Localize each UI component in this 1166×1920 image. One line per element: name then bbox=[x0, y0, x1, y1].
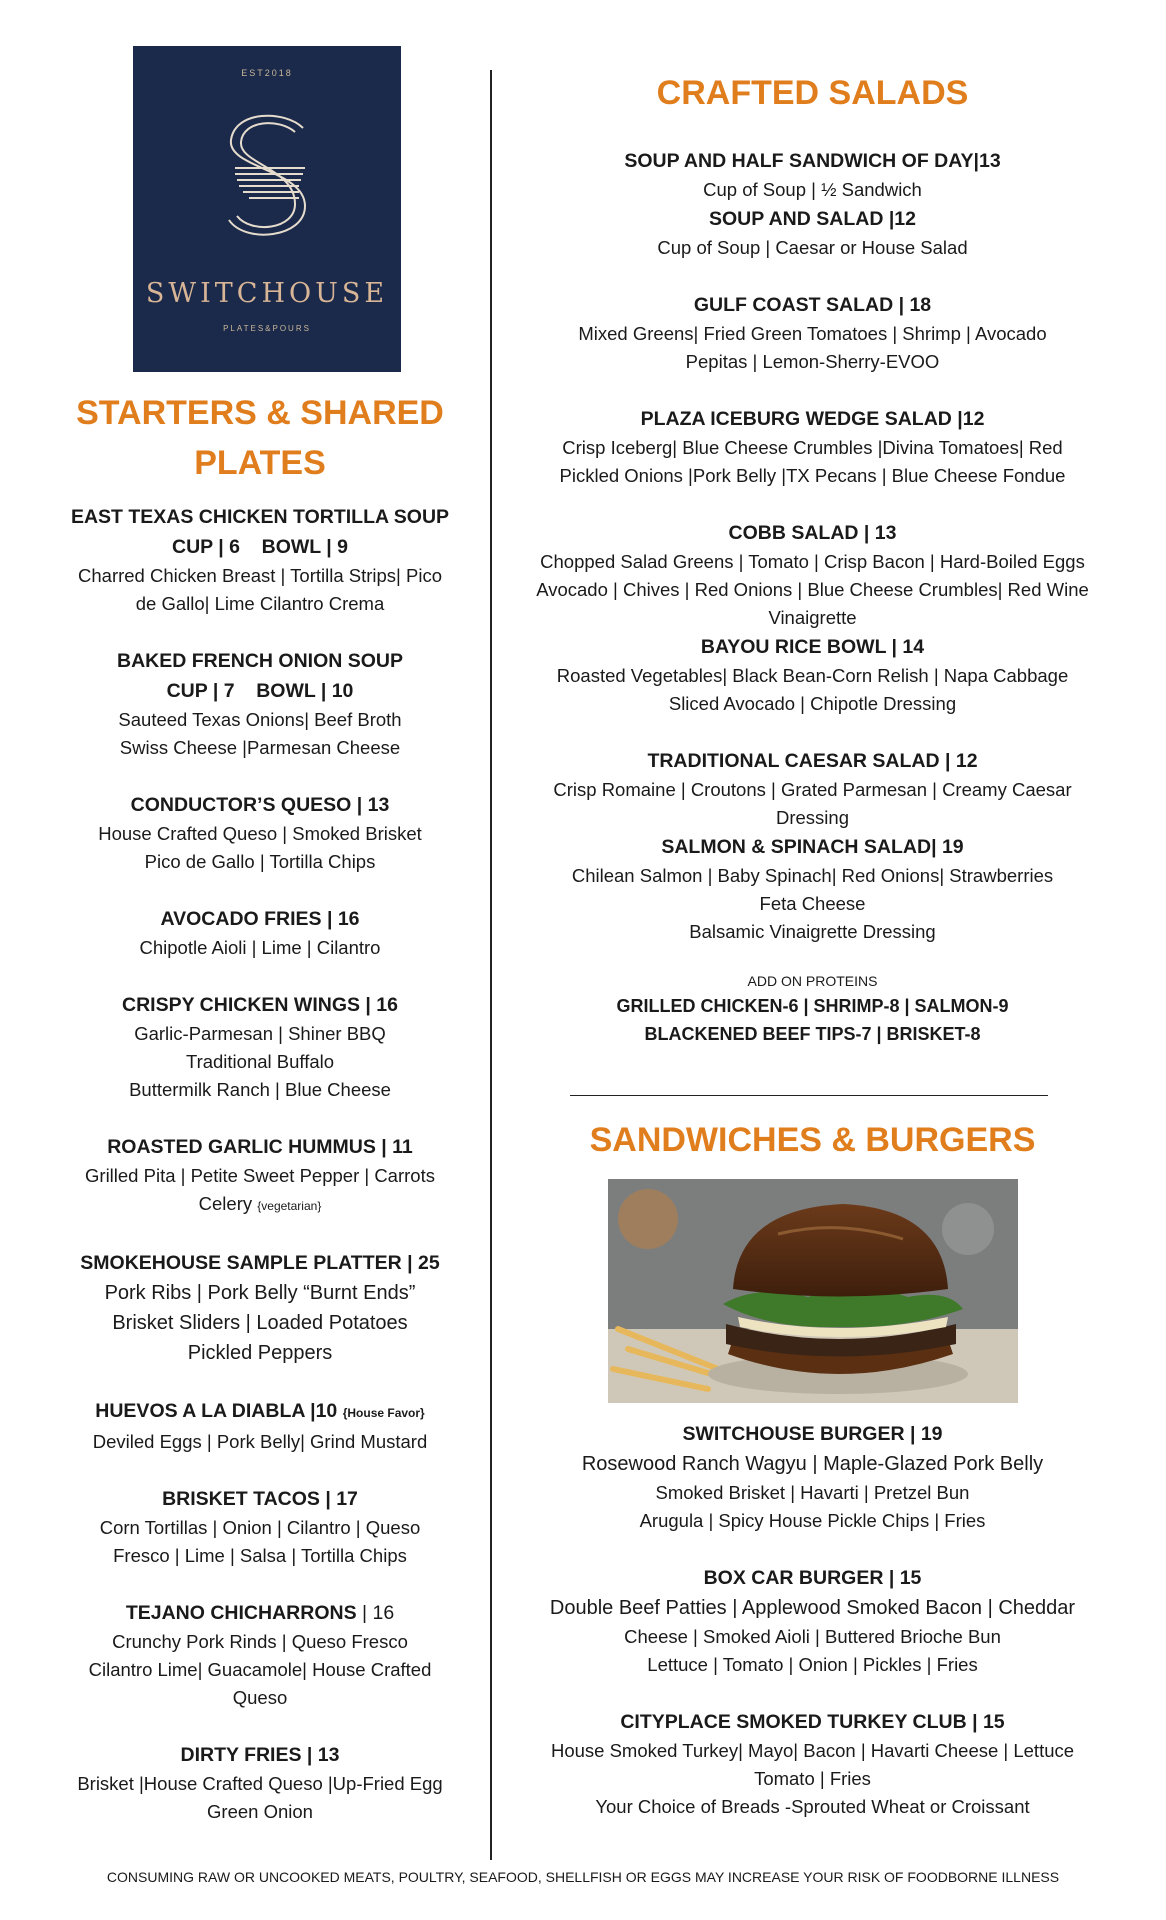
menu-item: CITYPLACE SMOKED TURKEY CLUB | 15 House Smoked Turkey| Mayo| Bacon | Havarti Cheese | Lettuce Tomato | Fries Your Choice of Breads -Sprouted Wheat or Croissant bbox=[520, 1707, 1105, 1821]
item-name: BRISKET TACOS | 17 bbox=[162, 1488, 358, 1510]
menu-item: HUEVOS A LA DIABLA |10 {House Favor} Deviled Eggs | Pork Belly| Grind Mustard bbox=[55, 1396, 465, 1456]
item-name: SOUP AND HALF SANDWICH OF DAY|13 bbox=[624, 150, 1001, 172]
item-name: BAKED FRENCH ONION SOUP bbox=[116, 650, 404, 672]
menu-item: ROASTED GARLIC HUMMUS | 11 Grilled Pita | Petite Sweet Pepper | Carrots Celery {vegetarian} bbox=[55, 1132, 465, 1220]
item-name: CONDUCTOR’S QUESO | 13 bbox=[130, 794, 390, 816]
logo-brand: SWITCHOUSE bbox=[145, 278, 389, 309]
salads-title: CRAFTED SALADS bbox=[656, 74, 969, 112]
menu-item: SWITCHOUSE BURGER | 19 Rosewood Ranch Wagyu | Maple-Glazed Pork Belly Smoked Brisket | Havarti | Pretzel Bun Arugula | Spicy House Pickle Chips | Fries bbox=[520, 1419, 1105, 1535]
salads-column bbox=[520, 68, 1105, 1048]
menu-item: DIRTY FRIES | 13 Brisket |House Crafted Queso |Up-Fried Egg Green Onion bbox=[55, 1740, 465, 1826]
column-divider bbox=[490, 70, 492, 1860]
menu-item: CRISPY CHICKEN WINGS | 16 Garlic-Parmesan | Shiner BBQ Traditional Buffalo Buttermilk Ranch | Blue Cheese bbox=[55, 990, 465, 1104]
item-name: EAST TEXAS CHICKEN TORTILLA SOUP bbox=[70, 506, 450, 528]
menu-item: BAKED FRENCH ONION SOUP CUP | 7 BOWL | 10 Sauteed Texas Onions| Beef Broth Swiss Cheese |Parmesan Cheese bbox=[55, 646, 465, 762]
s-monogram-icon bbox=[215, 108, 319, 246]
sandwiches-title: SANDWICHES & BURGERS bbox=[589, 1121, 1036, 1159]
item-name: SALMON & SPINACH SALAD| 19 bbox=[661, 836, 964, 858]
menu-item: SMOKEHOUSE SAMPLE PLATTER | 25 Pork Ribs | Pork Belly “Burnt Ends” Brisket Sliders | Loaded Potatoes Pickled Peppers bbox=[55, 1248, 465, 1368]
starters-column bbox=[55, 388, 465, 1826]
item-name: COBB SALAD | 13 bbox=[728, 522, 897, 544]
proteins-label: ADD ON PROTEINS bbox=[747, 973, 878, 989]
item-name: SWITCHOUSE BURGER | 19 bbox=[682, 1423, 943, 1445]
item-name: CRISPY CHICKEN WINGS | 16 bbox=[122, 994, 398, 1016]
item-name: ROASTED GARLIC HUMMUS | 11 bbox=[107, 1136, 413, 1158]
item-name: SOUP AND SALAD |12 bbox=[709, 208, 916, 230]
menu-item: SALMON & SPINACH SALAD| 19 Chilean Salmon | Baby Spinach| Red Onions| Strawberries Feta Cheese Balsamic Vinaigrette Dressing bbox=[520, 832, 1105, 946]
vegetarian-note: {vegetarian} bbox=[257, 1199, 322, 1213]
menu-item: EAST TEXAS CHICKEN TORTILLA SOUP CUP | 6 BOWL | 9 Charred Chicken Breast | Tortilla Strips| Pico de Gallo| Lime Cilantro Crema bbox=[55, 502, 465, 618]
menu-item: GULF COAST SALAD | 18 Mixed Greens| Fried Green Tomatoes | Shrimp | Avocado Pepitas | Lemon-Sherry-EVOO bbox=[520, 290, 1105, 376]
food-safety-disclaimer: CONSUMING RAW OR UNCOOKED MEATS, POULTRY, SEAFOOD, SHELLFISH OR EGGS MAY INCREASE YOUR RISK OF FOODBORNE ILLNESS bbox=[106, 1869, 1060, 1885]
menu-item: BRISKET TACOS | 17 Corn Tortillas | Onion | Cilantro | Queso Fresco | Lime | Salsa | Tortilla Chips bbox=[55, 1484, 465, 1570]
menu-item: TEJANO CHICHARRONS | 16 Crunchy Pork Rinds | Queso Fresco Cilantro Lime| Guacamole| House Crafted Queso bbox=[55, 1598, 465, 1712]
item-name: DIRTY FRIES | 13 bbox=[180, 1744, 340, 1766]
item-name: TEJANO CHICHARRONS | 16 bbox=[125, 1602, 395, 1624]
menu-item: TRADITIONAL CAESAR SALAD | 12 Crisp Romaine | Croutons | Grated Parmesan | Creamy Caesar Dressing bbox=[520, 746, 1105, 832]
item-name: AVOCADO FRIES | 16 bbox=[160, 908, 360, 930]
item-name: CITYPLACE SMOKED TURKEY CLUB | 15 bbox=[620, 1711, 1005, 1733]
item-name: BOX CAR BURGER | 15 bbox=[703, 1567, 922, 1589]
item-name: BAYOU RICE BOWL | 14 bbox=[700, 636, 925, 658]
add-on-proteins: ADD ON PROTEINS GRILLED CHICKEN-6 | SHRIMP-8 | SALMON-9 BLACKENED BEEF TIPS-7 | BRISKET-8 bbox=[520, 970, 1105, 1048]
logo-subtitle: PLATES&POURS bbox=[223, 324, 311, 333]
sandwiches-column bbox=[520, 1115, 1105, 1821]
menu-item: AVOCADO FRIES | 16 Chipotle Aioli | Lime | Cilantro bbox=[55, 904, 465, 962]
menu-item: PLAZA ICEBURG WEDGE SALAD |12 Crisp Iceberg| Blue Cheese Crumbles |Divina Tomatoes| Red Pickled Onions |Pork Belly |TX Pecans | Blue Cheese Fondue bbox=[520, 404, 1105, 490]
switchouse-logo bbox=[133, 46, 401, 372]
menu-item: BAYOU RICE BOWL | 14 Roasted Vegetables| Black Bean-Corn Relish | Napa Cabbage Sliced Avocado | Chipotle Dressing bbox=[520, 632, 1105, 718]
item-name: GULF COAST SALAD | 18 bbox=[693, 294, 932, 316]
starters-title: STARTERS & SHARED PLATES bbox=[76, 394, 444, 482]
item-name: TRADITIONAL CAESAR SALAD | 12 bbox=[647, 750, 978, 772]
logo-est: EST2018 bbox=[241, 68, 293, 78]
burger-photo bbox=[608, 1179, 1018, 1403]
menu-item: CONDUCTOR’S QUESO | 13 House Crafted Queso | Smoked Brisket Pico de Gallo | Tortilla Chips bbox=[55, 790, 465, 876]
item-price: CUP | 6 BOWL | 9 bbox=[172, 536, 348, 558]
menu-item: COBB SALAD | 13 Chopped Salad Greens | Tomato | Crisp Bacon | Hard-Boiled Eggs Avocado | Chives | Red Onions | Blue Cheese Crumbles| Red Wine Vinaigrette bbox=[520, 518, 1105, 632]
item-name: HUEVOS A LA DIABLA |10 {House Favor} bbox=[95, 1400, 425, 1422]
item-price: CUP | 7 BOWL | 10 bbox=[166, 680, 354, 702]
section-divider bbox=[570, 1095, 1048, 1096]
menu-item: BOX CAR BURGER | 15 Double Beef Patties | Applewood Smoked Bacon | Cheddar Cheese | Smoked Aioli | Buttered Brioche Bun Lettuce | Tomato | Onion | Pickles | Fries bbox=[520, 1563, 1105, 1679]
item-name: SMOKEHOUSE SAMPLE PLATTER | 25 bbox=[80, 1252, 440, 1274]
house-favor-note: {House Favor} bbox=[342, 1406, 425, 1420]
menu-item: SOUP AND HALF SANDWICH OF DAY|13 Cup of Soup | ½ Sandwich bbox=[520, 146, 1105, 204]
burger-illustration bbox=[608, 1179, 1018, 1403]
menu-item: SOUP AND SALAD |12 Cup of Soup | Caesar or House Salad bbox=[520, 204, 1105, 262]
item-name: PLAZA ICEBURG WEDGE SALAD |12 bbox=[640, 408, 985, 430]
